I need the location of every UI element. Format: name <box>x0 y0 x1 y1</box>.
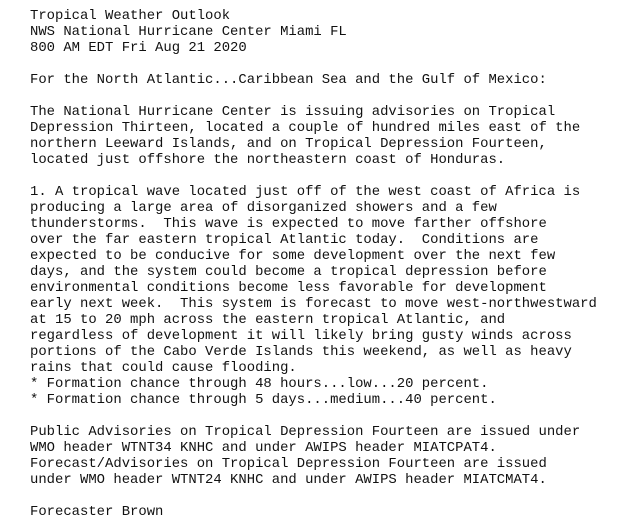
product-title: Tropical Weather Outlook <box>30 8 231 24</box>
region-line: For the North Atlantic...Caribbean Sea and the Gulf of Mexico: <box>30 72 547 88</box>
item-line: expected to be conducive for some development over the next few <box>30 248 556 264</box>
item-line: rains that could cause flooding. <box>30 360 297 376</box>
formation-chance-5day: * Formation chance through 5 days...medium...40 percent. <box>30 392 497 408</box>
item-line: environmental conditions become less favorable for development <box>30 280 547 296</box>
advisory-line: Public Advisories on Tropical Depression Fourteen are issued under <box>30 424 581 440</box>
item-line: 1. A tropical wave located just off of the west coast of Africa is <box>30 184 581 200</box>
spacer <box>30 168 620 184</box>
item-line: producing a large area of disorganized showers and a few <box>30 200 497 216</box>
item-line: portions of the Cabo Verde Islands this weekend, as well as heavy <box>30 344 572 360</box>
spacer <box>30 56 620 72</box>
intro-line: located just offshore the northeastern coast of Honduras. <box>30 152 506 168</box>
intro-line: Depression Thirteen, located a couple of hundred miles east of the <box>30 120 581 136</box>
forecaster-signature: Forecaster Brown <box>30 504 164 520</box>
item-line: days, and the system could become a tropical depression before <box>30 264 547 280</box>
spacer <box>30 488 620 504</box>
advisory-line: Forecast/Advisories on Tropical Depression Fourteen are issued <box>30 456 547 472</box>
spacer <box>30 88 620 104</box>
spacer <box>30 408 620 424</box>
advisory-line: WMO header WTNT34 KNHC and under AWIPS header MIATCPAT4. <box>30 440 497 456</box>
advisory-line: under WMO header WTNT24 KNHC and under AWIPS header MIATCMAT4. <box>30 472 547 488</box>
outlook-document <box>30 8 620 520</box>
issue-time: 800 AM EDT Fri Aug 21 2020 <box>30 40 247 56</box>
formation-chance-48h: * Formation chance through 48 hours...low...20 percent. <box>30 376 489 392</box>
outlook-item-1 <box>30 184 620 408</box>
item-line: regardless of development it will likely bring gusty winds across <box>30 328 572 344</box>
intro-line: northern Leeward Islands, and on Tropical Depression Fourteen, <box>30 136 547 152</box>
advisories-paragraph <box>30 424 620 488</box>
item-line: thunderstorms. This wave is expected to move farther offshore <box>30 216 547 232</box>
intro-line: The National Hurricane Center is issuing advisories on Tropical <box>30 104 556 120</box>
item-line: at 15 to 20 mph across the eastern tropical Atlantic, and <box>30 312 506 328</box>
issuing-office: NWS National Hurricane Center Miami FL <box>30 24 347 40</box>
item-line: early next week. This system is forecast to move west-northwestward <box>30 296 597 312</box>
intro-paragraph <box>30 104 620 168</box>
item-line: over the far eastern tropical Atlantic today. Conditions are <box>30 232 539 248</box>
